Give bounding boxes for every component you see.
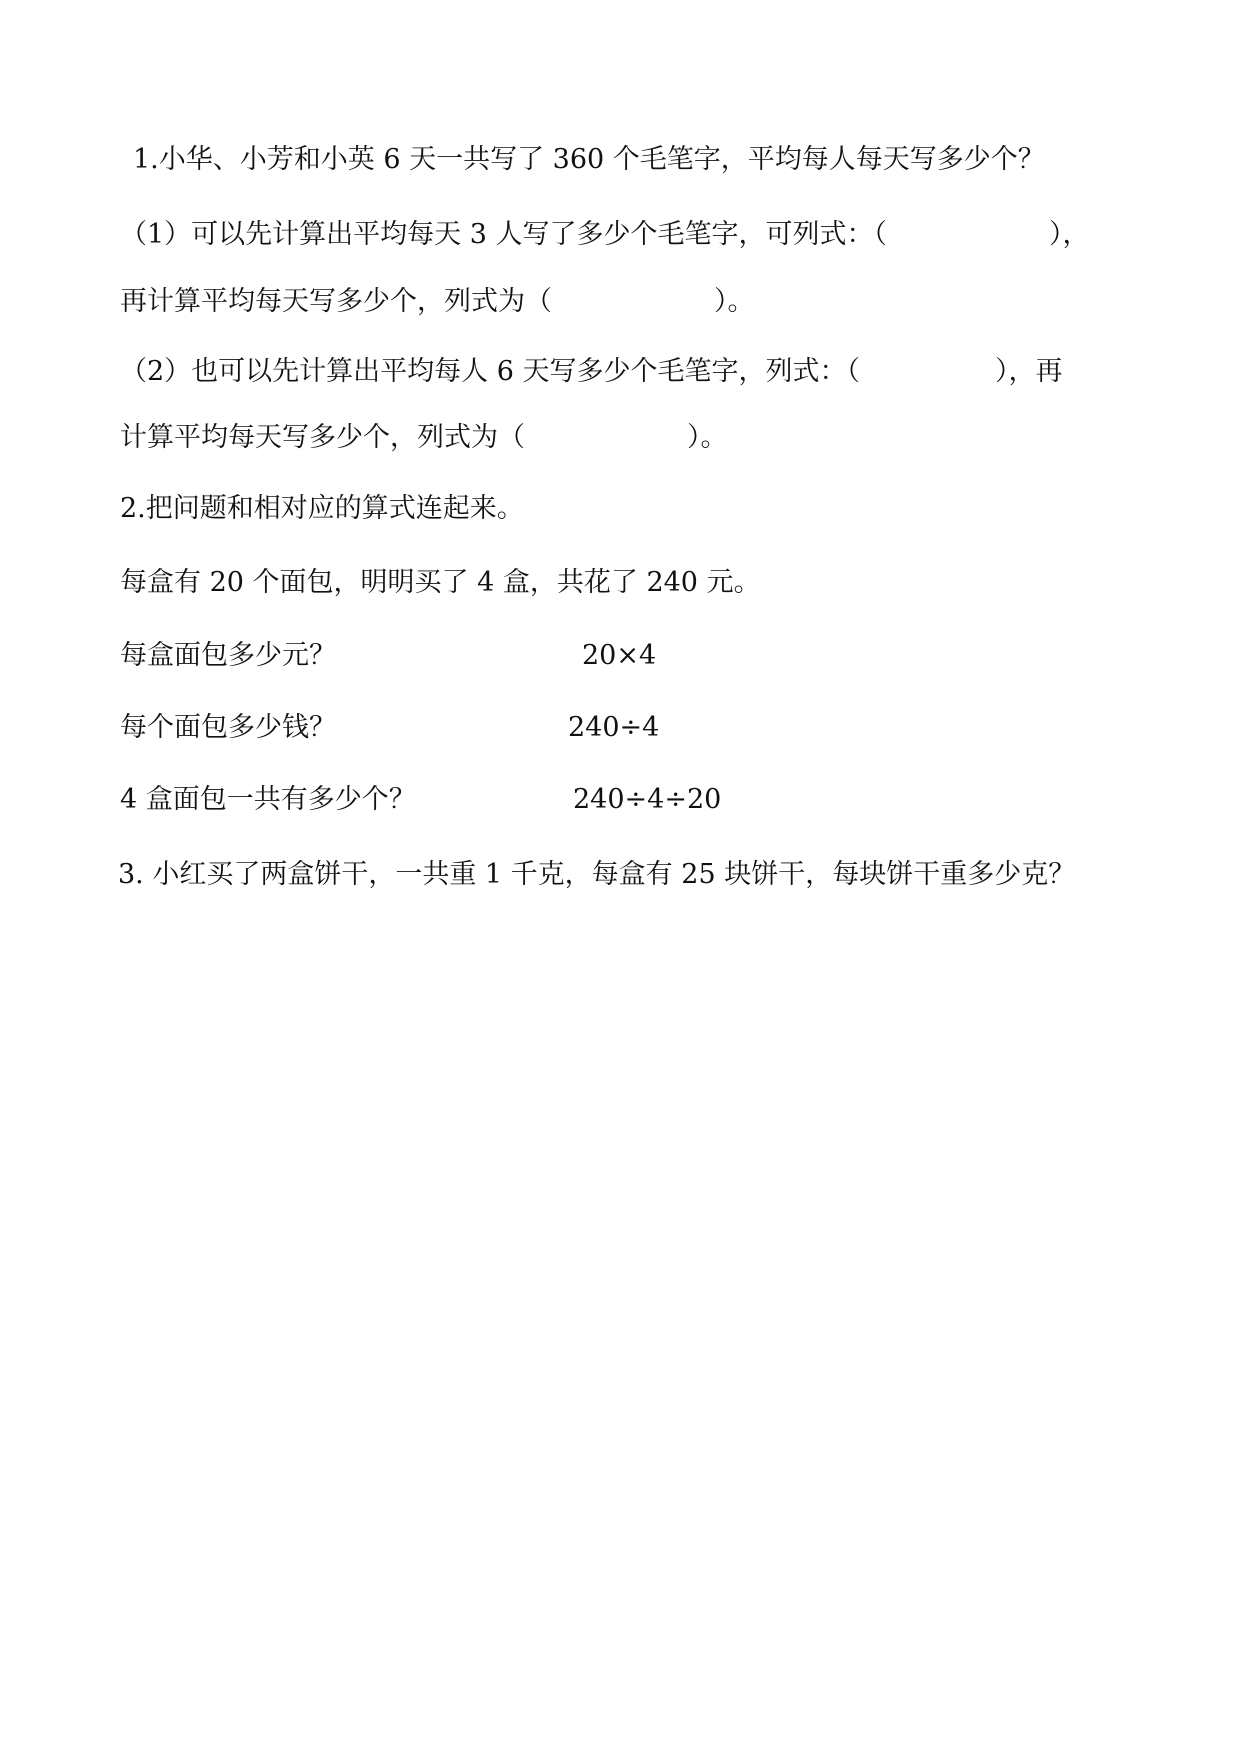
matching-formula-1: 20×4 <box>582 640 657 671</box>
matching-formula-3: 240÷4÷20 <box>573 784 722 815</box>
question-1-part-1-line-2: 再计算平均每天写多少个，列式为（ ）。 <box>120 286 755 317</box>
question-2-title: 2.把问题和相对应的算式连起来。 <box>120 493 524 524</box>
question-1-title: 1.小华、小芳和小英 6 天一共写了 360 个毛笔字，平均每人每天写多少个？ <box>133 144 1045 175</box>
question-1-part-1-line-1: （1）可以先计算出平均每天 3 人写了多少个毛笔字，可列式：（ ）， <box>120 219 1090 250</box>
matching-question-1: 每盒面包多少元？ <box>120 640 336 671</box>
question-3-title: 3. 小红买了两盒饼干，一共重 1 千克，每盒有 25 块饼干，每块饼干重多少克？ <box>118 859 1076 890</box>
question-1-part-2-line-1: （2）也可以先计算出平均每人 6 天写多少个毛笔字，列式：（ ），再 <box>120 356 1063 387</box>
matching-question-2: 每个面包多少钱？ <box>120 712 336 743</box>
question-2-context: 每盒有 20 个面包，明明买了 4 盒，共花了 240 元。 <box>120 567 761 598</box>
question-1-part-2-line-2: 计算平均每天写多少个，列式为（ ）。 <box>120 422 728 453</box>
matching-question-3: 4 盒面包一共有多少个？ <box>120 784 416 815</box>
matching-formula-2: 240÷4 <box>568 712 660 743</box>
